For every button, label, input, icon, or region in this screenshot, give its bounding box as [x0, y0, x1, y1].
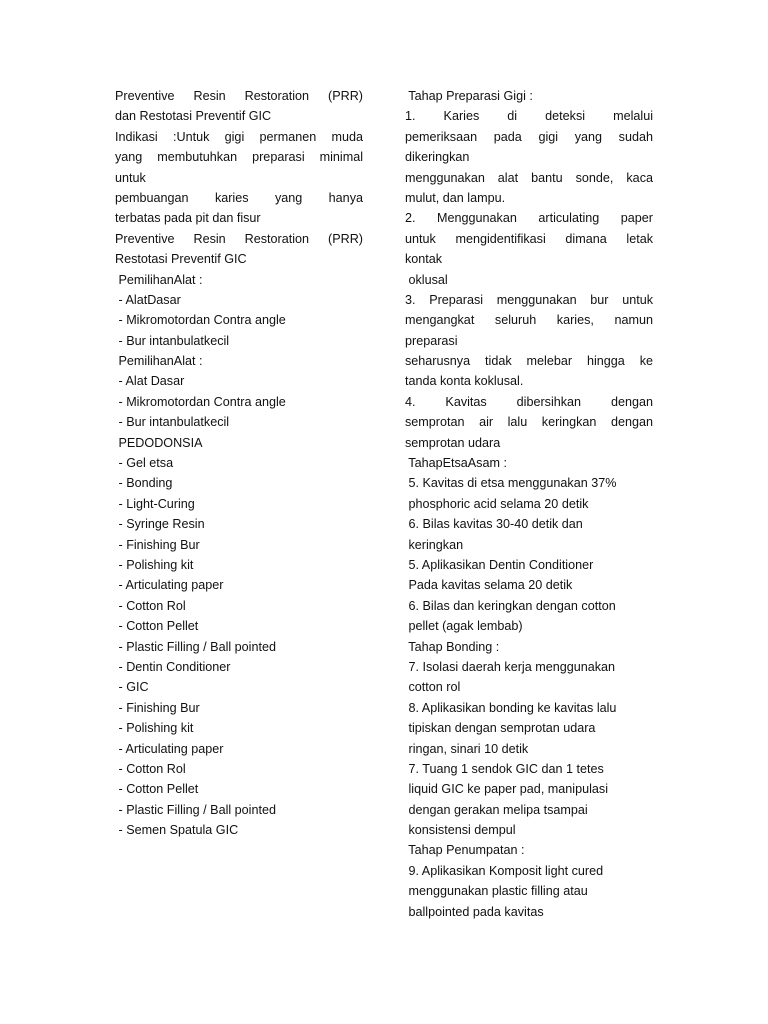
text-line: liquid GIC ke paper pad, manipulasi — [405, 782, 609, 797]
text-line: - Gel etsa — [115, 456, 174, 471]
text-line: 6. Bilas kavitas 30-40 detik dan — [405, 517, 583, 532]
text-line: - Polishing kit — [115, 721, 194, 736]
text-line: 2. Menggunakan articulating paper — [405, 211, 653, 226]
text-line: - Cotton Rol — [115, 761, 186, 776]
right-column — [405, 86, 653, 922]
text-line: mulut, dan lampu. — [405, 190, 506, 205]
text-line: semprotan udara — [405, 435, 501, 450]
text-line: yang membutuhkan preparasi minimal — [115, 150, 363, 165]
text-line: menggunakan alat bantu sonde, kaca — [405, 170, 653, 185]
text-line: 7. Tuang 1 sendok GIC dan 1 tetes — [405, 761, 604, 776]
text-line: tipiskan dengan semprotan udara — [405, 721, 596, 736]
text-line: PemilihanAlat : — [115, 272, 203, 287]
text-line: - Polishing kit — [115, 557, 194, 572]
text-line: PEDODONSIA — [115, 435, 203, 450]
left-column — [115, 86, 363, 840]
text-line: seharusnya tidak melebar hingga ke — [405, 354, 653, 369]
text-line: - Cotton Pellet — [115, 782, 199, 797]
text-line: - Mikromotordan Contra angle — [115, 394, 286, 409]
text-line: PemilihanAlat : — [115, 354, 203, 369]
text-line: - Bur intanbulatkecil — [115, 415, 230, 430]
text-line: Indikasi :Untuk gigi permanen muda — [115, 129, 363, 144]
text-line: - Plastic Filling / Ball pointed — [115, 802, 276, 817]
text-line: kontak — [405, 252, 443, 267]
text-line: oklusal — [405, 272, 448, 287]
text-line: - GIC — [115, 680, 149, 695]
text-line: preparasi — [405, 333, 458, 348]
text-line: menggunakan plastic filling atau — [405, 884, 588, 899]
text-line: 1. Karies di deteksi melalui — [405, 109, 653, 124]
text-line: untuk mengidentifikasi dimana letak — [405, 231, 653, 246]
text-line: - Light-Curing — [115, 496, 195, 511]
text-line: - Finishing Bur — [115, 700, 200, 715]
text-line: terbatas pada pit dan fisur — [115, 211, 261, 226]
text-line: 4. Kavitas dibersihkan dengan — [405, 394, 653, 409]
text-line: 8. Aplikasikan bonding ke kavitas lalu — [405, 700, 617, 715]
text-line: - AlatDasar — [115, 292, 181, 307]
text-line: Pada kavitas selama 20 detik — [405, 578, 573, 593]
text-line: 6. Bilas dan keringkan dengan cotton — [405, 598, 616, 613]
text-line: TahapEtsaAsam : — [405, 456, 507, 471]
text-line: - Alat Dasar — [115, 374, 185, 389]
text-line: semprotan air lalu keringkan dengan — [405, 415, 653, 430]
text-line: - Articulating paper — [115, 741, 224, 756]
text-line: Preventive Resin Restoration (PRR) — [115, 231, 363, 246]
text-line: Tahap Bonding : — [405, 639, 500, 654]
text-line: Tahap Preparasi Gigi : — [405, 89, 533, 103]
text-line: - Articulating paper — [115, 578, 224, 593]
text-line: - Syringe Resin — [115, 517, 205, 532]
text-line: 5. Aplikasikan Dentin Conditioner — [405, 557, 594, 572]
text-line: - Mikromotordan Contra angle — [115, 313, 286, 328]
text-line: - Bur intanbulatkecil — [115, 333, 230, 348]
text-line: - Semen Spatula GIC — [115, 823, 239, 838]
text-line: dan Restotasi Preventif GIC — [115, 109, 272, 124]
text-line: dengan gerakan melipa tsampai — [405, 802, 588, 817]
text-line: keringkan — [405, 537, 464, 552]
text-line: pellet (agak lembab) — [405, 619, 523, 634]
text-line: pemeriksaan pada gigi yang sudah — [405, 129, 653, 144]
text-line: ringan, sinari 10 detik — [405, 741, 529, 756]
text-line: ballpointed pada kavitas — [405, 904, 544, 919]
text-line: mengangkat seluruh karies, namun — [405, 313, 653, 328]
text-line: dikeringkan — [405, 150, 470, 165]
text-line: 7. Isolasi daerah kerja menggunakan — [405, 659, 616, 674]
text-line: - Finishing Bur — [115, 537, 200, 552]
text-line: Restotasi Preventif GIC — [115, 252, 247, 267]
text-line: cotton rol — [405, 680, 461, 695]
text-line: - Plastic Filling / Ball pointed — [115, 639, 276, 654]
text-line: 9. Aplikasikan Komposit light cured — [405, 863, 604, 878]
text-line: 5. Kavitas di etsa menggunakan 37% — [405, 476, 617, 491]
text-line: phosphoric acid selama 20 detik — [405, 496, 589, 511]
text-line: konsistensi dempul — [405, 823, 516, 838]
text-line: - Cotton Rol — [115, 598, 186, 613]
text-line: - Dentin Conditioner — [115, 659, 231, 674]
text-line: untuk — [115, 170, 146, 185]
text-line: Preventive Resin Restoration (PRR) — [115, 89, 363, 103]
text-line: tanda konta koklusal. — [405, 374, 524, 389]
text-line: 3. Preparasi menggunakan bur untuk — [405, 292, 653, 307]
text-line: - Bonding — [115, 476, 173, 491]
text-line: pembuangan karies yang hanya — [115, 190, 363, 205]
text-line: - Cotton Pellet — [115, 619, 199, 634]
text-line: Tahap Penumpatan : — [405, 843, 525, 858]
